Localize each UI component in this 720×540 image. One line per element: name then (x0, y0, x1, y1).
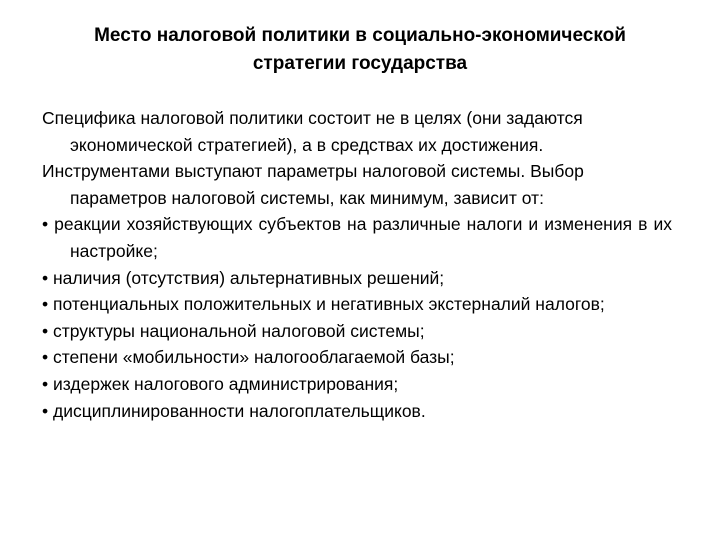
slide-title-line-2: стратегии государства (252, 53, 468, 74)
bullet-administration-costs: • издержек налогового администрирования; (42, 373, 399, 394)
bullet-alternatives: • наличия (отсутствия) альтернативных решений; (42, 267, 445, 288)
slide-title-line-1: Место налоговой политики в социально-экономической (94, 25, 626, 46)
slide-body (42, 105, 672, 424)
paragraph-instruments: Инструментами выступают параметры налоговой системы. Выбор параметров налоговой системы, как минимум, зависит от: (42, 161, 584, 208)
slide-title (40, 22, 680, 78)
bullet-externalities: • потенциальных положительных и негативных экстерналий налогов; (42, 294, 605, 315)
bullet-structure: • структуры национальной налоговой системы; (42, 320, 425, 341)
paragraph-specifics: Специфика налоговой политики состоит не в целях (они задаются экономической стратегией), а в средствах их достижения. (42, 108, 583, 155)
bullet-mobility: • степени «мобильности» налогооблагаемой базы; (42, 347, 455, 368)
bullet-reactions: • реакции хозяйствующих субъектов на различные налоги и изменения в их настройке; (42, 214, 672, 261)
bullet-discipline: • дисциплинированности налогоплательщиков. (42, 400, 426, 421)
